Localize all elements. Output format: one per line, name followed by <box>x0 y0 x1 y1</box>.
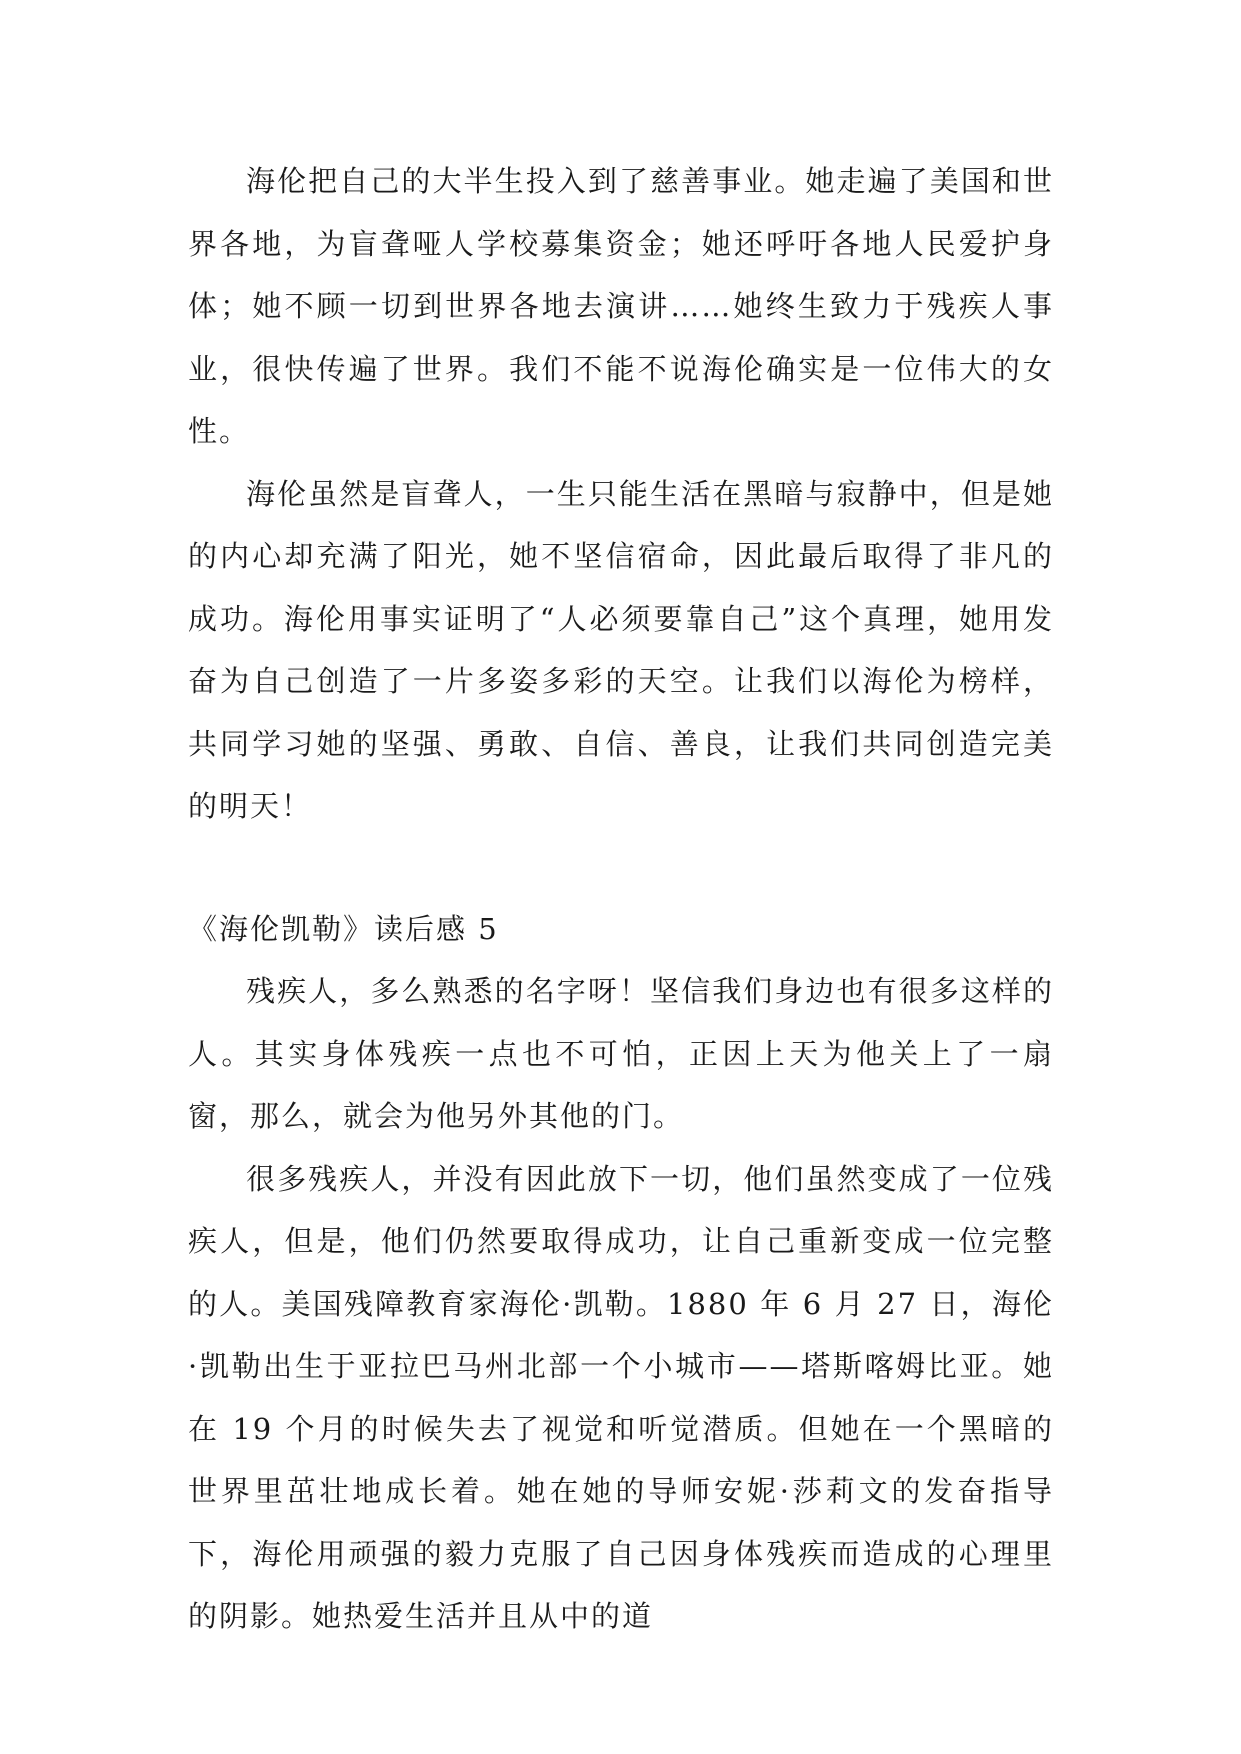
paragraph-inner-sunshine: 海伦虽然是盲聋人，一生只能生活在黑暗与寂静中，但是她的内心却充满了阳光，她不坚信宿命，因此最后取得了非凡的成功。海伦用事实证明了“人必须要靠自己”这个真理，她用发奋为自己创造了一片多姿多彩的天空。让我们以海伦为榜样，共同学习她的坚强、勇敢、自信、善良，让我们共同创造完美的明天！ <box>188 476 1054 823</box>
paragraph-charity: 海伦把自己的大半生投入到了慈善事业。她走遍了美国和世界各地，为盲聋哑人学校募集资金；她还呼吁各地人民爱护身体；她不顾一切到世界各地去演讲……她终生致力于残疾人事业，很快传遍了世界。我们不能不说海伦确实是一位伟大的女性。 <box>188 164 1054 448</box>
paragraph-disabled-people: 残疾人，多么熟悉的名字呀！坚信我们身边也有很多这样的人。其实身体残疾一点也不可怕，正因上天为他关上了一扇窗，那么，就会为他另外其他的门。 <box>188 974 1054 1133</box>
paragraph-helen-keller-bio: 很多残疾人，并没有因此放下一切，他们虽然变成了一位残疾人，但是，他们仍然要取得成功，让自己重新变成一位完整的人。美国残障教育家海伦·凯勒。1880 年 6 月 27 日，海伦·凯勒出生于亚拉巴马州北部一个小城市——塔斯喀姆比亚。她在 19 个月的时候失去了视觉和听觉潜质。但她在一个黑暗的世界里茁壮地成长着。她在她的导师安妮·莎莉文的发奋指导下，海伦用顽强的毅力克服了自己因身体残疾而造成的心理里的阴影。她热爱生活并且从中的道 <box>188 1161 1054 1633</box>
document-page <box>188 150 1054 1648</box>
section-title: 《海伦凯勒》读后感 5 <box>188 911 499 946</box>
